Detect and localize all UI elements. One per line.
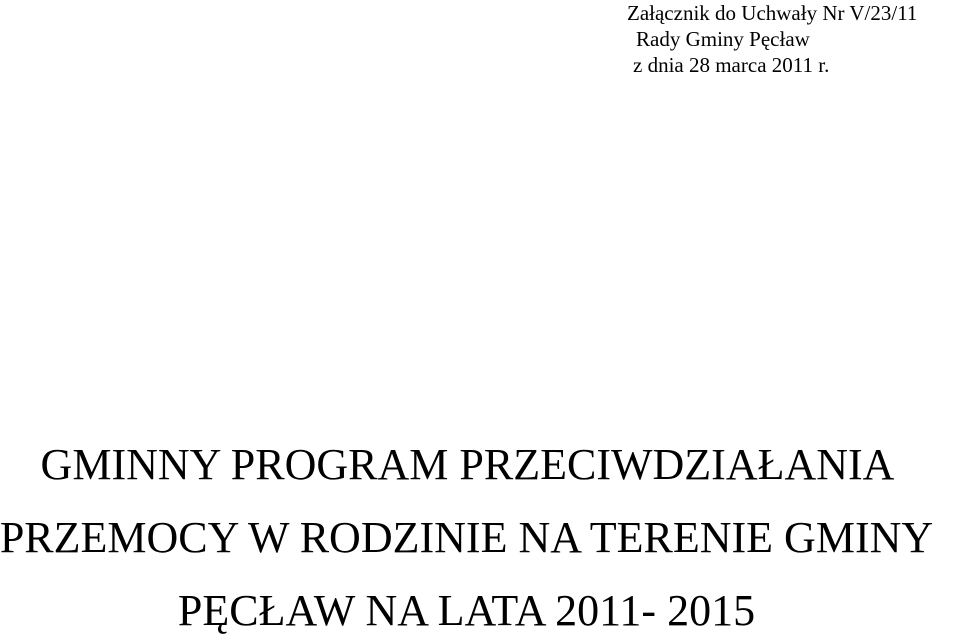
title-line-2: PRZEMOCY W RODZINIE NA TERENIE GMINY [0, 513, 934, 562]
title-line-1: GMINNY PROGRAM PRZECIWDZIAŁANIA [40, 440, 895, 489]
resolution-date: z dnia 28 marca 2011 r. [633, 53, 830, 77]
council-name: Rady Gminy Pęcław [636, 27, 810, 51]
attachment-header [627, 0, 959, 78]
attachment-reference: Załącznik do Uchwały Nr V/23/11 [627, 1, 918, 25]
title-line-3: PĘCŁAW NA LATA 2011- 2015 [177, 586, 756, 635]
